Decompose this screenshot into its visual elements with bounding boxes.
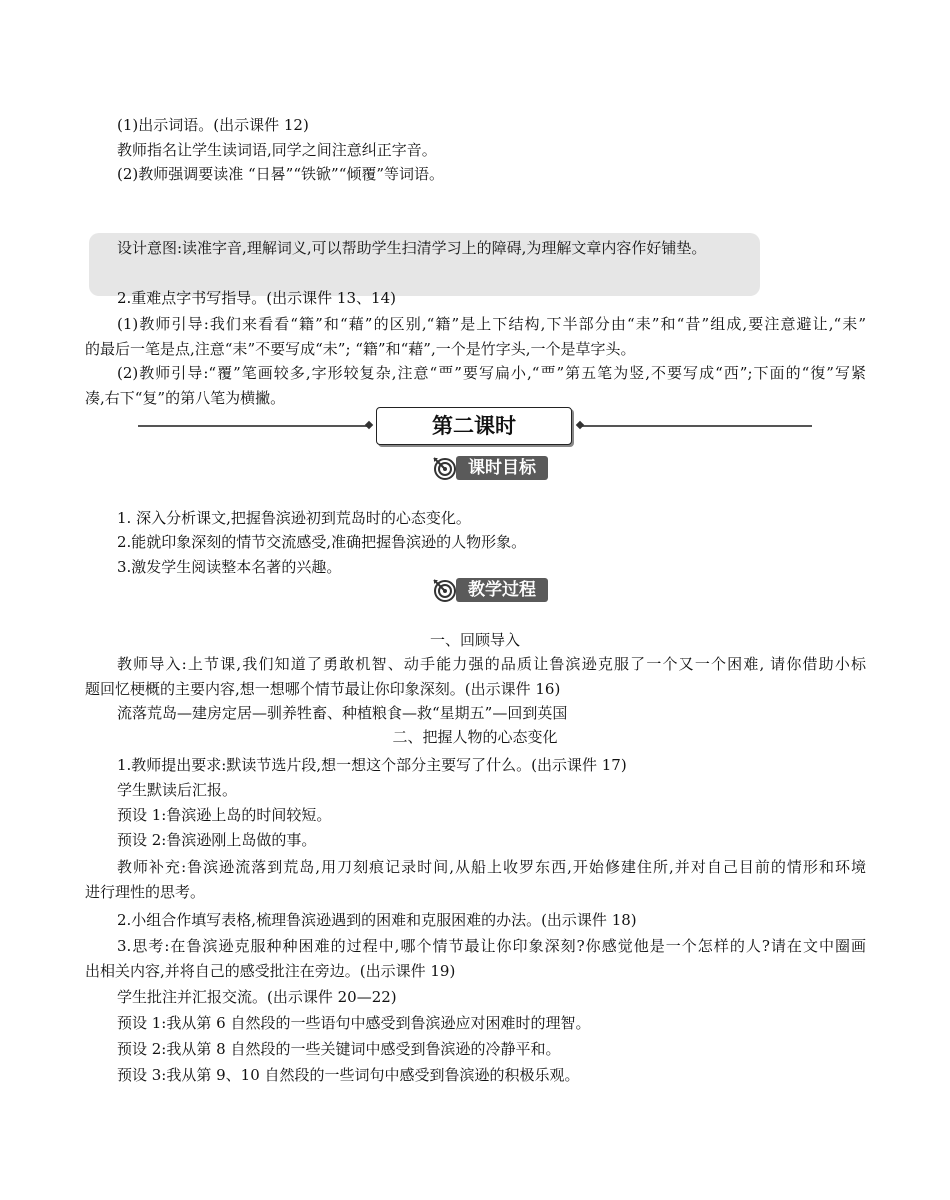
section-2-line: 1.教师提出要求:默读节选片段,想一想这个部分主要写了什么。(出示课件 17): [117, 756, 627, 774]
section-1-heading: 一、回顾导入: [429, 631, 520, 649]
title-diamond-left: [365, 421, 373, 429]
section-2-line: 3.思考:在鲁滨逊克服种种困难的过程中,哪个情节最让你印象深刻?你感觉他是一个怎样的人?请在文中圈画: [117, 937, 866, 955]
section-2-line: 出相关内容,并将自己的感受批注在旁边。(出示课件 19): [85, 962, 456, 980]
writing-p1-line-1: (1)教师引导:我们来看看“籍”和“藉”的区别,“籍”是上下结构,下半部分由“耒”和“昔”组成,要注意避让,“耒”: [117, 315, 866, 333]
section-2-line: 2.小组合作填写表格,梳理鲁滨逊遇到的困难和克服困难的办法。(出示课件 18): [117, 911, 637, 929]
process-badge-label: 教学过程: [456, 578, 548, 602]
design-note-text: 设计意图:读准字音,理解词义,可以帮助学生扫清学习上的障碍,为理解文章内容作好铺垫。: [117, 239, 707, 257]
section-2-line: 进行理性的思考。: [85, 883, 206, 901]
section-2-line: 教师补充:鲁滨逊流落到荒岛,用刀刻痕记录时间,从船上收罗东西,开始修建住所,并对自己目前的情形和环境: [117, 858, 866, 876]
writing-p1-line-2: 的最后一笔是点,注意“耒”不要写成“未”; “籍”和“藉”,一个是竹字头,一个是草字头。: [85, 340, 636, 358]
section-2-heading: 二、把握人物的心态变化: [392, 728, 558, 746]
section-2-line: 预设 1:我从第 6 自然段的一些语句中感受到鲁滨逊应对困难时的理智。: [117, 1014, 591, 1032]
section-1-outline: 流落荒岛—建房定居—驯养牲畜、种植粮食—救“星期五”—回到英国: [117, 704, 568, 722]
section-2-line: 预设 1:鲁滨逊上岛的时间较短。: [117, 806, 332, 824]
writing-heading: 2.重难点字书写指导。(出示课件 13、14): [117, 289, 396, 307]
title-diamond-right: [576, 421, 584, 429]
section-1-p-line-2: 题回忆梗概的主要内容,想一想哪个情节最让你印象深刻。(出示课件 16): [85, 680, 561, 698]
section-2-line: 学生默读后汇报。: [117, 781, 238, 799]
objective-item: 1. 深入分析课文,把握鲁滨逊初到荒岛时的心态变化。: [117, 509, 471, 527]
section-2-line: 预设 2:我从第 8 自然段的一些关键词中感受到鲁滨逊的冷静平和。: [117, 1040, 561, 1058]
section-1-p-line-1: 教师导入:上节课,我们知道了勇敢机智、动手能力强的品质让鲁滨逊克服了一个又一个困难, 请你借助小标: [117, 655, 866, 673]
objective-item: 3.激发学生阅读整本名著的兴趣。: [117, 558, 342, 576]
intro-line-1: (1)出示词语。(出示课件 12): [117, 116, 309, 134]
section-2-line: 预设 3:我从第 9、10 自然段的一些词句中感受到鲁滨逊的积极乐观。: [117, 1066, 580, 1084]
lesson-title: 第二课时: [376, 407, 572, 445]
section-2-line: 预设 2:鲁滨逊刚上岛做的事。: [117, 831, 317, 849]
writing-p2-line-2: 凑,右下“复”的第八笔为横撇。: [85, 389, 286, 407]
intro-line-3: (2)教师强调要读准 “日晷”“铁锨”“倾覆”等词语。: [117, 165, 445, 183]
writing-p2-line-1: (2)教师引导:“覆”笔画较多,字形较复杂,注意“覀”要写扁小,“覀”第五笔为竖,不要写成“西”;下面的“復”写紧: [117, 364, 866, 382]
intro-line-2: 教师指名让学生读词语,同学之间注意纠正字音。: [117, 141, 437, 159]
section-2-line: 学生批注并汇报交流。(出示课件 20—22): [117, 988, 397, 1006]
title-rule-right: [578, 425, 812, 427]
objective-item: 2.能就印象深刻的情节交流感受,准确把握鲁滨逊的人物形象。: [117, 533, 527, 551]
objectives-badge-label: 课时目标: [456, 456, 548, 480]
title-rule-left: [138, 425, 370, 427]
